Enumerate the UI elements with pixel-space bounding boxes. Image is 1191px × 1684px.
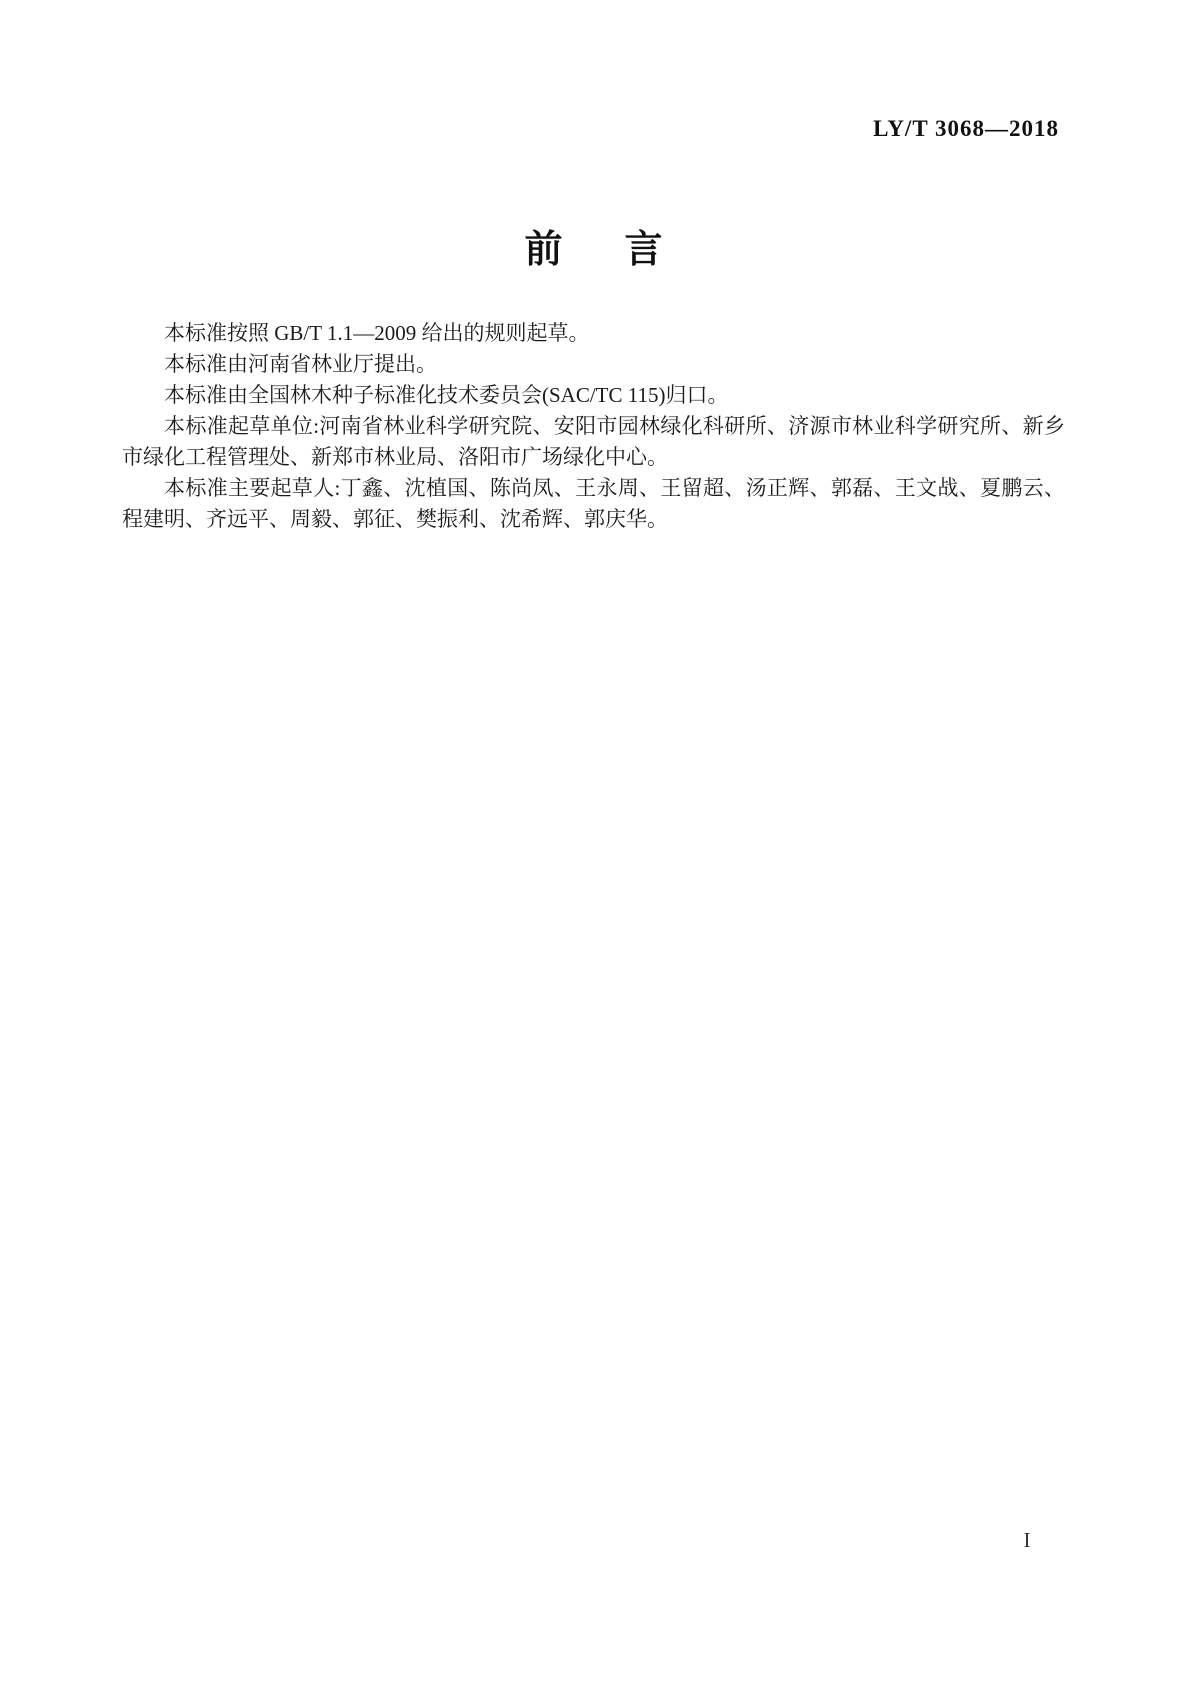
page-title — [122, 218, 1065, 273]
paragraph-centralized-by: 本标准由全国林木种子标准化技术委员会(SAC/TC 115)归口。 — [164, 383, 729, 407]
foreword-body — [122, 318, 1065, 535]
paragraph-proposed-by: 本标准由河南省林业厅提出。 — [164, 352, 437, 376]
page-number: I — [1023, 1528, 1031, 1552]
paragraph-drafting-organizations: 本标准起草单位:河南省林业科学研究院、安阳市园林绿化科研所、济源市林业科学研究所、新乡市绿化工程管理处、新郑市林业局、洛阳市广场绿化中心。 — [122, 414, 1065, 469]
standard-code-header: LY/T 3068—2018 — [873, 116, 1059, 141]
paragraph-main-drafters: 本标准主要起草人:丁鑫、沈植国、陈尚凤、王永周、王留超、汤正辉、郭磊、王文战、夏鹏云、程建明、齐远平、周毅、郭征、樊振利、沈希辉、郭庆华。 — [122, 476, 1065, 531]
page-title-char-1: 前 — [524, 229, 563, 271]
paragraph-drafting-rule: 本标准按照 GB/T 1.1—2009 给出的规则起草。 — [164, 321, 590, 345]
page-title-char-2: 言 — [624, 229, 663, 271]
